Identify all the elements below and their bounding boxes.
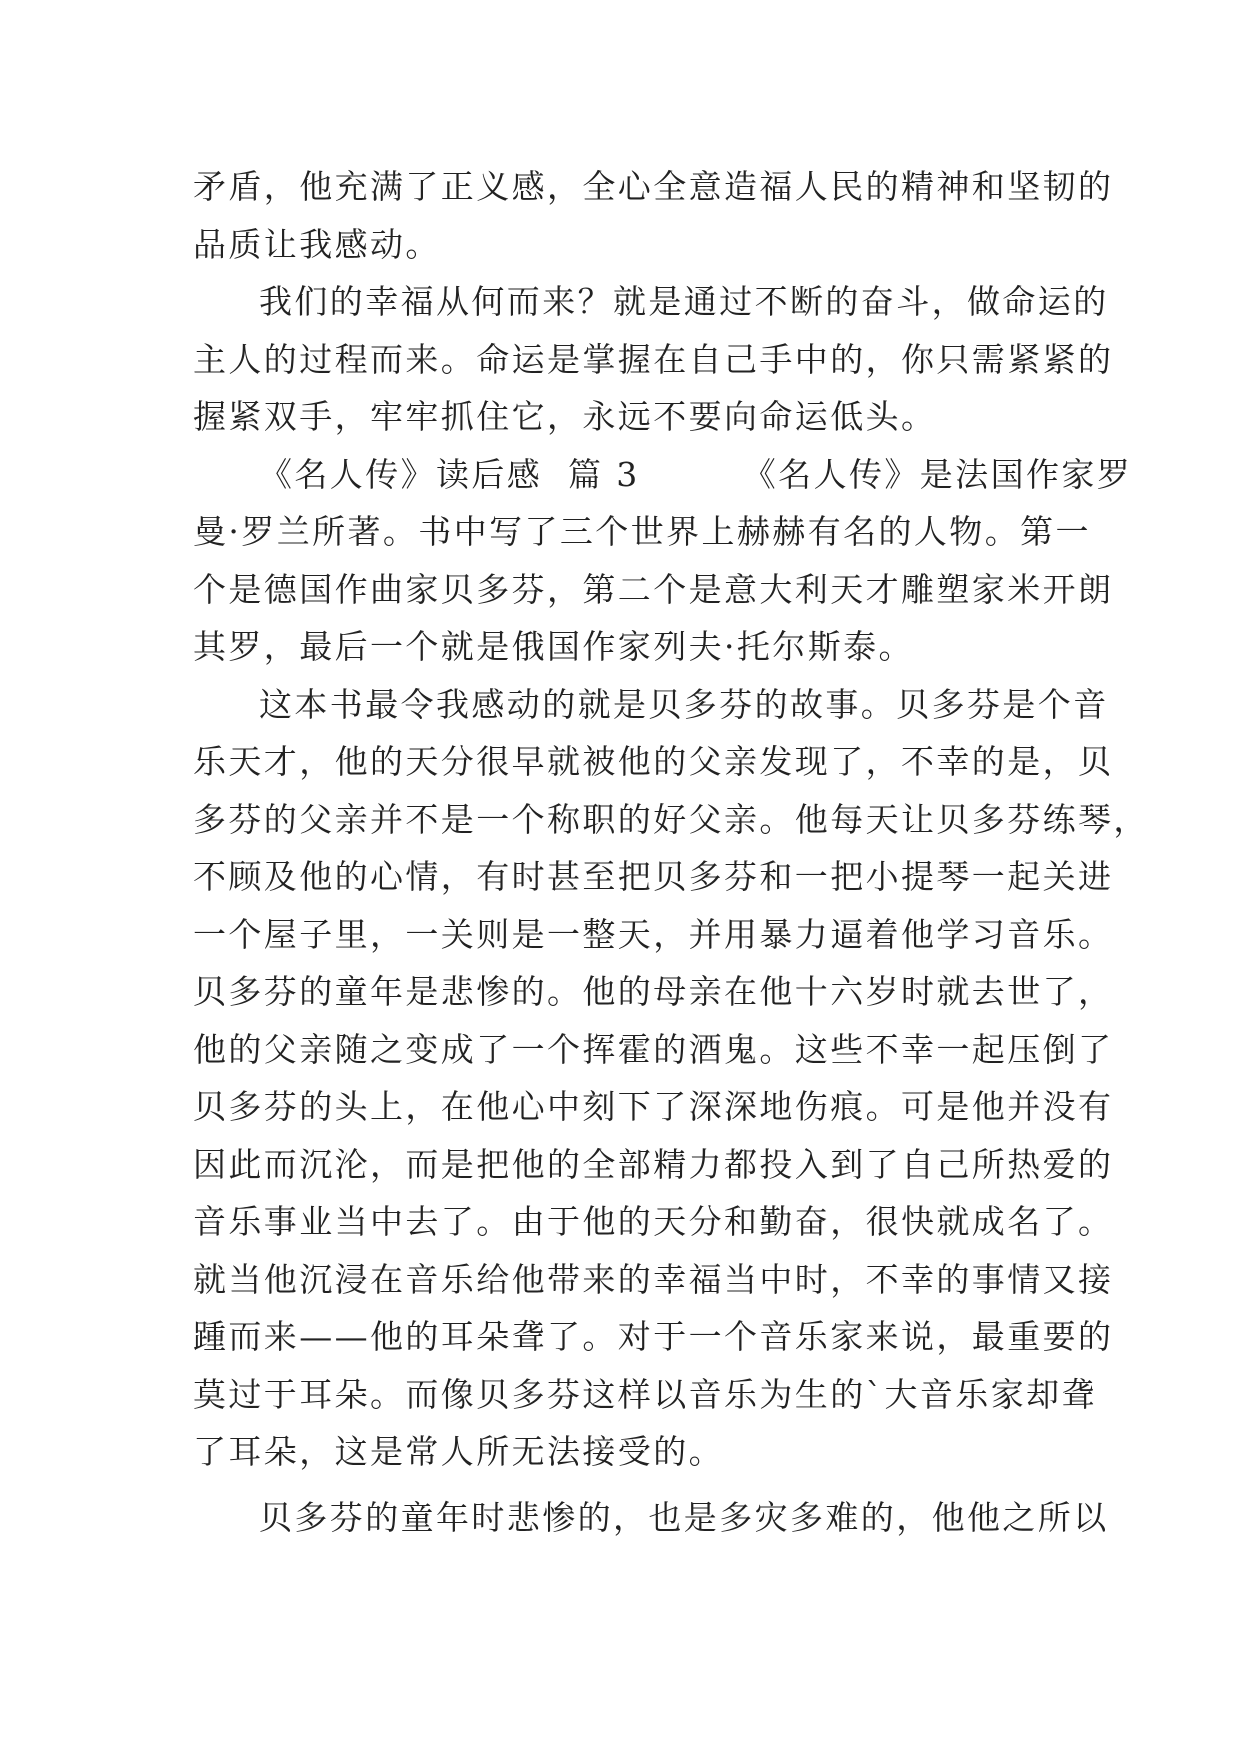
text-line: 了耳朵，这是常人所无法接受的。 <box>193 1432 724 1471</box>
text-line: 品质让我感动。 <box>193 224 441 264</box>
text-line: 这本书最令我感动的就是贝多芬的故事。贝多芬是个音 <box>259 684 1109 724</box>
text-line: 曼·罗兰所著。书中写了三个世界上赫赫有名的人物。第一 <box>193 512 1091 551</box>
text-line: 贝多芬的童年是悲惨的。他的母亲在他十六岁时就去世了， <box>193 972 1114 1011</box>
paragraph <box>193 676 1149 1481</box>
text-line: 《名人传》读后感 篇 3 《名人传》是法国作家罗 <box>259 454 1133 494</box>
text-line: 多芬的父亲并不是一个称职的好父亲。他每天让贝多芬练琴， <box>193 799 1149 839</box>
text-line: 踵而来——他的耳朵聋了。对于一个音乐家来说，最重要的 <box>193 1317 1114 1356</box>
text-line: 握紧双手，牢牢抓住它，永远不要向命运低头。 <box>193 397 937 436</box>
paragraph <box>193 158 1114 273</box>
text-line: 不顾及他的心情，有时甚至把贝多芬和一把小提琴一起关进 <box>193 857 1114 896</box>
text-line: 贝多芬的头上，在他心中刻下了深深地伤痕。可是他并没有 <box>193 1087 1114 1126</box>
text-line: 乐天才，他的天分很早就被他的父亲发现了，不幸的是，贝 <box>193 742 1114 781</box>
text-line: 莫过于耳朵。而像贝多芬这样以音乐为生的`大音乐家却聋 <box>193 1374 1097 1414</box>
text-line: 一个屋子里，一关则是一整天，并用暴力逼着他学习音乐。 <box>193 914 1114 954</box>
text-line: 音乐事业当中去了。由于他的天分和勤奋，很快就成名了。 <box>193 1202 1114 1241</box>
text-line: 个是德国作曲家贝多芬，第二个是意大利天才雕塑家米开朗 <box>193 569 1114 609</box>
paragraph <box>193 1489 1109 1547</box>
paragraph <box>193 273 1114 446</box>
text-line: 贝多芬的童年时悲惨的，也是多灾多难的，他他之所以 <box>259 1497 1109 1537</box>
text-line: 主人的过程而来。命运是掌握在自己手中的，你只需紧紧的 <box>193 339 1114 379</box>
text-line: 就当他沉浸在音乐给他带来的幸福当中时，不幸的事情又接 <box>193 1259 1114 1299</box>
text-line: 其罗，最后一个就是俄国作家列夫·托尔斯泰。 <box>193 627 914 666</box>
text-line: 他的父亲随之变成了一个挥霍的酒鬼。这些不幸一起压倒了 <box>193 1029 1114 1069</box>
text-line: 因此而沉沦，而是把他的全部精力都投入到了自己所热爱的 <box>193 1144 1114 1184</box>
text-line: 矛盾，他充满了正义感，全心全意造福人民的精神和坚韧的 <box>193 167 1114 206</box>
text-line: 我们的幸福从何而来？就是通过不断的奋斗，做命运的 <box>259 282 1109 321</box>
paragraph <box>193 446 1133 676</box>
body-text <box>193 158 1149 1546</box>
